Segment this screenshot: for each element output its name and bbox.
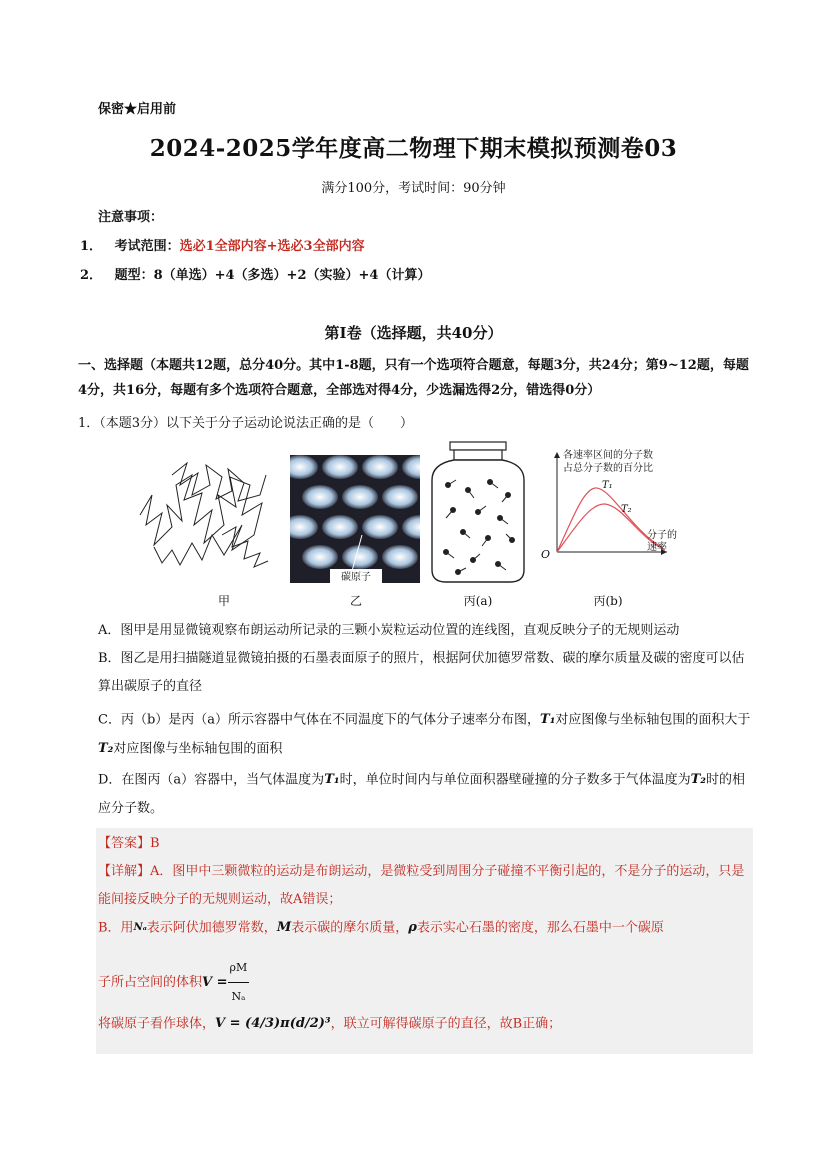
gas-container-figure — [428, 440, 528, 585]
carbon-atom-label: 碳原子 — [341, 572, 371, 583]
symbol-rho: ρ — [408, 920, 417, 935]
formula-volume-lhs: V = — [202, 974, 228, 990]
answer-label: 【答案】 — [98, 836, 151, 851]
detail-label: 【详解】 — [98, 864, 151, 879]
option-a: A．图甲是用显微镜观察布朗运动所记录的三颗小炭粒运动位置的连线图，直观反映分子的无规则运动 — [98, 623, 680, 638]
answer-detail-b-sphere: 将碳原子看作球体，V = (4/3)π(d/2)³，联立可解得碳原子的直径，故B正确； — [98, 1010, 750, 1039]
item-label: 考试范围： — [114, 239, 180, 254]
symbol-na: Nₐ — [133, 922, 147, 933]
section-title: 第Ⅰ卷（选择题，共40分） — [324, 324, 503, 342]
item-number: 2． — [80, 268, 103, 283]
curve-label-t2: T₂ — [621, 504, 632, 515]
exam-scope: 选必1全部内容+选必3全部内容 — [179, 239, 365, 254]
figure-label-b: 乙 — [349, 594, 362, 608]
confidential-mark: 保密★启用前 — [98, 102, 177, 117]
formula-volume-fraction: $\frac{\rho M}{\text{Nₐ}}$ — [228, 954, 250, 1011]
symbol-t2: T₂ — [690, 772, 706, 787]
notice-item-1 — [80, 235, 365, 254]
graph-xlabel: 分子的 — [647, 530, 677, 541]
answer-value: B — [150, 836, 160, 851]
speed-distribution-graph — [535, 448, 715, 583]
brownian-motion-figure — [132, 455, 272, 575]
figure-label-c: 丙(a) — [463, 594, 493, 608]
graph-ylabel: 各速率区间的分子数 — [563, 450, 653, 461]
graph-ylabel: 占总分子数的百分比 — [563, 463, 653, 474]
graph-origin: O — [541, 548, 551, 561]
symbol-t1: T₁ — [324, 772, 340, 787]
exam-info: 满分100分，考试时间：90分钟 — [321, 181, 506, 196]
answer-detail-a: 【详解】A．图甲中三颗微粒的运动是布朗运动，是微粒受到周围分子碰撞不平衡引起的，不是分子的运动，只是能间接反映分子的无规则运动，故A错误； — [98, 864, 745, 907]
question-stem: 1．（本题3分）以下关于分子运动论说法正确的是（ ） — [78, 416, 414, 431]
option-d: D．在图丙（a）容器中，当气体温度为T₁时，单位时间内与单位面积器壁碰撞的分子数多于气体温度为T₂时的相应分子数。 — [98, 766, 753, 823]
graphite-stm-figure — [290, 455, 420, 583]
symbol-t1: T₁ — [540, 712, 556, 727]
option-b: B．图乙是用扫描隧道显微镜拍摄的石墨表面原子的照片，根据阿伏加德罗常数、碳的摩尔质量及碳的密度可以估算出碳原子的直径 — [98, 651, 745, 694]
figure-label-d: 丙(b) — [593, 594, 623, 608]
answer-line — [98, 830, 750, 858]
option-c: C．丙（b）是丙（a）所示容器中气体在不同温度下的气体分子速率分布图，T₁对应图像与坐标轴包围的面积大于T₂对应图像与坐标轴包围的面积 — [98, 706, 753, 763]
symbol-t2: T₂ — [98, 740, 114, 756]
notice-item-2 — [80, 264, 430, 283]
answer-detail-b-volume: 子所占空间的体积V = $\frac{\rho M}{\text{Nₐ}}$ — [98, 954, 750, 1011]
answer-detail-b: B．用Nₐ表示阿伏加德罗常数，M表示碳的摩尔质量，ρ表示实心石墨的密度，那么石墨中一个碳原 — [98, 914, 750, 943]
item-number: 1． — [80, 239, 103, 254]
graph-xlabel: 速率 — [647, 542, 667, 553]
notice-heading: 注意事项： — [98, 210, 164, 225]
question-types: 题型：8（单选）+4（多选）+2（实验）+4（计算） — [114, 268, 431, 283]
symbol-m: M — [276, 920, 292, 935]
section-intro: 一、选择题（本题共12题，总分40分。其中1-8题，只有一个选项符合题意，每题3分，共24分；第9~12题，每题4分，共16分，每题有多个选项符合题意，全部选对得4分，少选漏选得2分，错选得0分） — [78, 358, 749, 398]
curve-label-t1: T₁ — [602, 480, 613, 491]
formula-sphere-volume: V = (4/3)π(d/2)³ — [215, 1016, 331, 1031]
page-title: 2024-2025学年度高二物理下期末模拟预测卷03 — [149, 135, 678, 162]
figure-label-a: 甲 — [217, 594, 230, 608]
